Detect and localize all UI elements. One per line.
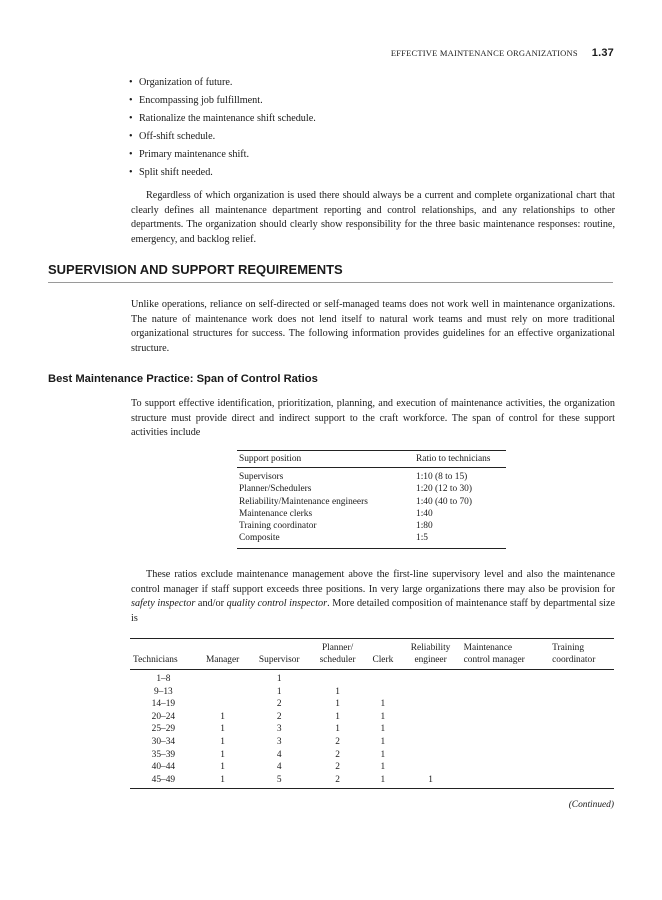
staff-cell: 2 [335,762,340,773]
para4-part-b: and/or [195,598,227,610]
staff-cell: 1 [380,736,386,747]
staff-cell: 9–13 [153,686,173,697]
bullet-item: • Primary maintenance shift. [129,146,316,164]
span-of-control-paragraph: To support effective identification, prioritization, planning, and execution of maintenance activities, the organization structure must provide direct and indirect support to the craft workforce. The span of control for these support activities include [131,398,615,439]
position-cell: Planner/Schedulers [239,484,312,495]
staff-cell [401,686,461,699]
staff-cell: 1 [220,736,225,747]
staff-header-clerk [365,639,400,670]
bullet-item: • Split shift needed. [129,164,316,182]
running-header [391,47,614,59]
teams-paragraph: Unlike operations, reliance on self-directed or self-managed teams does not work well in maintenance organizations. The nature of maintenance work does not lend itself to natural work teams and must rely on more traditional organizational structures for success. The following information provides guidelines for an effective organizational structure. [131,299,615,354]
staff-cell: 1 [197,774,249,789]
staff-cell [401,670,461,686]
header-text: engineer [414,655,447,665]
ratio-table [237,450,506,549]
staff-cell: 25–29 [151,724,176,735]
staff-cell: 1 [335,711,340,722]
continued-note [569,800,614,810]
table-row [237,468,506,484]
staff-cell [549,686,614,699]
staff-cell [461,749,550,762]
staff-cell: 14–19 [151,699,176,710]
staff-cell: 1 [380,724,386,735]
staff-cell: 2 [335,749,340,760]
staff-cell: 1–8 [156,674,171,684]
staff-cell [310,670,365,686]
staff-header-supervisor [249,639,310,670]
bullet-item: • Off-shift schedule. [129,128,316,146]
running-title: EFFECTIVE MAINTENANCE ORGANIZATIONS [390,48,578,58]
staff-header-training [549,639,614,670]
bullet-item: • Encompassing job fulfillment. [129,92,316,110]
staff-header-technicians [130,639,197,670]
staff-cell: 1 [276,674,282,684]
staff-cell [549,774,614,789]
staff-cell: 4 [276,762,282,773]
staff-cell [549,749,614,762]
para4-part-c: . More detailed composition of maintenance staff by departmental size is [131,598,616,624]
staff-cell: 1 [365,774,400,789]
section-rule [48,282,613,283]
para4-part-a: These ratios exclude maintenance management above the first-line supervisory level and also the maintenance control manager if staff support exceeds three positions. In very large organizations there may also be provision for [131,569,615,595]
staff-cell: 35–39 [151,749,176,760]
staff-cell: 1 [380,749,386,760]
staff-cell [461,761,550,774]
ratios-paragraph [131,568,615,626]
staff-cell: 2 [335,736,340,747]
staff-cell: 1 [220,724,225,735]
ratio-cell: 1:40 [416,508,433,519]
header-text: control manager [463,655,525,665]
staff-header-maintenance-control [461,639,550,670]
staff-cell: 3 [276,736,282,747]
page-number: 1.37 [591,47,614,59]
staff-cell [549,761,614,774]
ratio-cell: 1:40 (40 to 70) [416,496,472,507]
staff-cell [461,736,550,749]
staff-cell: 1 [220,711,225,722]
ratio-cell: 1:80 [416,521,433,532]
header-text: Clerk [372,655,394,665]
table-row [130,686,614,699]
staff-cell [401,698,461,711]
para4-quality-inspector: quality control inspector [226,598,328,610]
header-text: Reliability [410,643,451,653]
staff-cell [401,711,461,724]
position-cell: Composite [237,532,414,548]
staff-cell [549,698,614,711]
staff-cell [461,698,550,711]
header-text: coordinator [552,655,596,665]
position-cell: Maintenance clerks [239,508,313,519]
ratio-header-ratio: Ratio to technicians [414,451,506,468]
staff-cell: 3 [276,724,282,735]
header-text: scheduler [319,655,356,665]
staff-cell [549,723,614,736]
ratio-cell: 1:20 (12 to 30) [416,484,472,495]
staff-cell: 30–34 [151,736,176,747]
position-cell: Supervisors [239,472,284,482]
table-row [130,698,614,711]
staff-cell: 1 [380,711,386,722]
org-chart-paragraph: Regardless of which organization is used there should always be a current and complete organizational chart that clearly defines all maintenance department reporting and control relationships, and any relationships to other departments. The organization should clearly show responsibility for the three basic maintenance responses: routine, emergency, and backlog relief. [131,190,615,245]
staff-cell [197,670,249,686]
table-row [130,774,614,789]
staff-cell: 1 [335,686,340,697]
table-row [237,483,506,495]
ratio-header-position: Support position [237,451,414,468]
ratio-cell: 1:5 [414,532,506,548]
position-cell: Reliability/Maintenance engineers [239,496,368,507]
table-row [237,520,506,532]
table-row [237,496,506,508]
staff-cell [549,736,614,749]
header-text: Technicians [133,655,178,665]
bullet-list [129,74,316,182]
table-row [237,532,506,548]
staff-header-planner [310,639,365,670]
header-text: Training [552,643,585,653]
table-row [130,711,614,724]
table-row [130,761,614,774]
table-row [130,670,614,686]
staff-cell: 2 [276,699,282,710]
section-heading: SUPERVISION AND SUPPORT REQUIREMENTS [48,262,343,277]
staff-cell [549,670,614,686]
staff-cell: 2 [310,774,365,789]
table-row [130,736,614,749]
ratio-cell: 1:10 (8 to 15) [416,472,468,482]
staff-cell: 1 [335,724,340,735]
staff-cell [197,686,249,699]
staff-cell: 20–24 [151,711,176,722]
header-text: Maintenance [463,643,513,653]
staff-cell: 1 [335,699,340,710]
staff-cell: 1 [220,749,225,760]
staff-cell: 4 [276,749,282,760]
staff-cell: 1 [220,762,225,773]
staff-cell [401,761,461,774]
table-row [237,508,506,520]
bullet-item: • Rationalize the maintenance shift schedule. [129,110,316,128]
staff-header-manager [197,639,249,670]
staff-header-reliability [401,639,461,670]
position-cell: Training coordinator [239,521,317,532]
subheading: Best Maintenance Practice: Span of Control Ratios [48,373,318,385]
staff-cell [461,723,550,736]
header-text: Planner/ [321,643,354,653]
staff-cell [461,711,550,724]
staff-cell [401,736,461,749]
staff-cell [197,698,249,711]
header-text: Supervisor [258,655,300,665]
staff-cell [461,686,550,699]
staff-cell: 40–44 [151,762,176,773]
staff-cell: 5 [249,774,310,789]
header-text: Manager [205,655,240,665]
continued-text: (Continued) [568,800,614,810]
staff-cell: 1 [276,686,282,697]
staff-cell [365,686,400,699]
staff-table [130,638,614,789]
staff-cell: 45–49 [130,774,197,789]
staff-cell [401,749,461,762]
staff-cell [401,723,461,736]
staff-cell: 1 [380,699,386,710]
staff-cell [461,774,550,789]
staff-cell: 2 [276,711,282,722]
staff-cell [461,670,550,686]
staff-cell [549,711,614,724]
para4-safety-inspector: safety inspector [131,598,196,610]
staff-cell: 1 [380,762,386,773]
table-row [130,723,614,736]
table-row [130,749,614,762]
bullet-item: • Organization of future. [129,74,316,92]
staff-cell: 1 [401,774,461,789]
staff-cell [365,670,400,686]
